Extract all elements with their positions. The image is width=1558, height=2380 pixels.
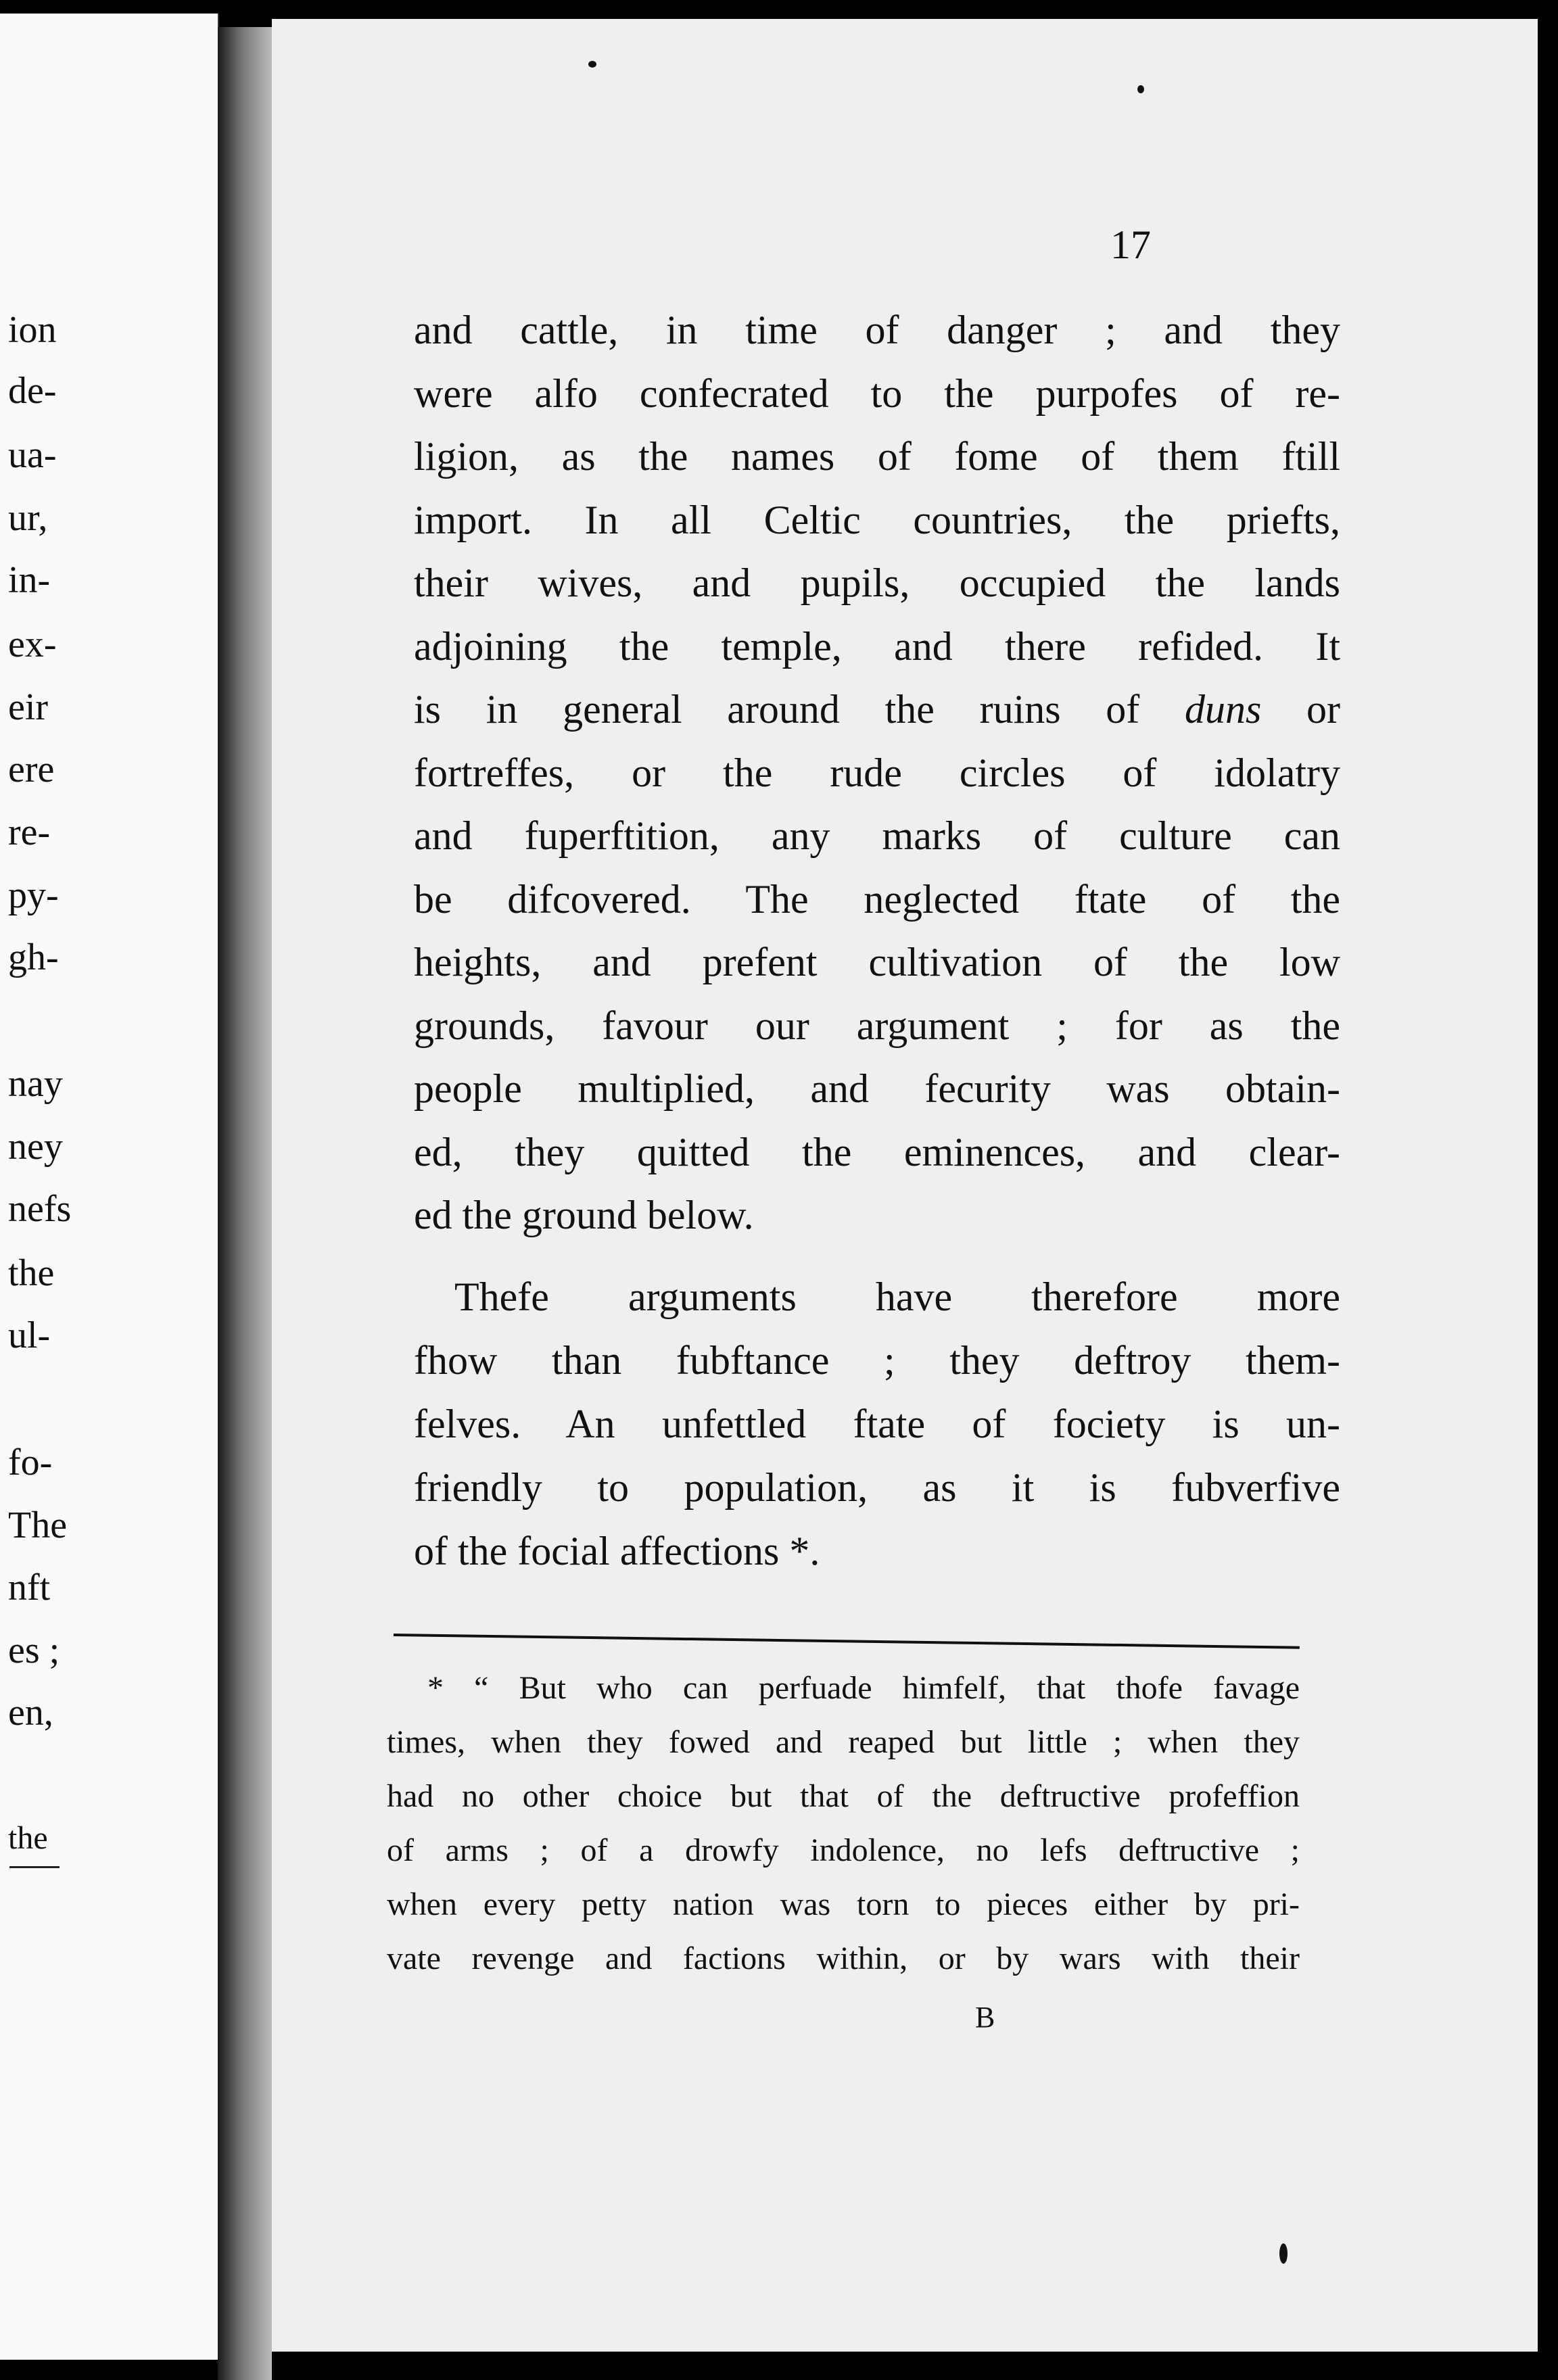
body-line: people multiplied, and fecurity was obtain- <box>414 1066 1340 1111</box>
body-line: adjoining the temple, and there refided. It <box>414 623 1340 669</box>
signature-mark: B <box>975 2001 995 2034</box>
footnote-line: times, when they fowed and reaped but little ; when they <box>387 1724 1300 1760</box>
body-line: of the focial affections *. <box>414 1529 820 1573</box>
footnote-rule <box>394 1634 1300 1649</box>
footnote-line: had no other choice but that of the deftructive profeffion <box>387 1778 1300 1814</box>
left-page-rule <box>9 1866 60 1868</box>
left-page-word: nay <box>8 1063 63 1105</box>
left-page-word: the <box>8 1820 48 1856</box>
left-page-word: ere <box>8 748 55 790</box>
body-line: ed the ground below. <box>414 1193 754 1237</box>
left-page-word: ua- <box>8 434 57 476</box>
ink-speck <box>1279 2243 1288 2264</box>
left-page-word: ney <box>8 1126 63 1168</box>
footnote-line: vate revenge and factions within, or by wars with their <box>387 1941 1300 1976</box>
body-line: fhow than fubftance ; they deftroy them- <box>414 1338 1340 1383</box>
page-number: 17 <box>1110 222 1151 267</box>
body-line: and cattle, in time of danger ; and they <box>414 308 1340 352</box>
left-page-word: de- <box>8 370 57 412</box>
body-line: friendly to population, as it is fubverfive <box>414 1465 1340 1510</box>
left-page-word: gh- <box>8 936 59 978</box>
left-page-word: py- <box>8 874 59 916</box>
body-line: Thefe arguments have therefore more <box>454 1275 1340 1319</box>
left-page-word: en, <box>8 1692 53 1734</box>
left-page-word: ex- <box>8 623 57 665</box>
body-line: felves. An unfettled ftate of fociety is un- <box>414 1402 1340 1446</box>
book-gutter-shadow <box>218 27 272 2380</box>
left-page-word: ur, <box>8 497 48 539</box>
right-page <box>272 19 1538 2352</box>
body-line: were alfo confecrated to the purpofes of re- <box>414 371 1340 416</box>
body-line: and fuperftition, any marks of culture can <box>414 813 1340 858</box>
left-page-word: the <box>8 1252 55 1294</box>
left-page-word: re- <box>8 811 51 853</box>
left-page-word: The <box>8 1504 68 1546</box>
footnote-line: of arms ; of a drowfy indolence, no lefs deftructive ; <box>387 1832 1300 1868</box>
left-page-word: fo- <box>8 1442 53 1483</box>
ink-speck <box>588 61 596 68</box>
left-page-fragment <box>0 14 219 2360</box>
body-line: ed, they quitted the eminences, and clear- <box>414 1129 1340 1174</box>
body-line: ligion, as the names of fome of them ftill <box>414 434 1340 479</box>
body-line: is in general around the ruins of duns or <box>414 687 1340 732</box>
body-line: grounds, favour our argument ; for as the <box>414 1003 1340 1048</box>
left-page-word: es ; <box>8 1629 60 1671</box>
footnote-line: * “ But who can perfuade himfelf, that thofe favage <box>427 1670 1300 1706</box>
body-line: fortreffes, or the rude circles of idolatry <box>414 750 1340 795</box>
left-page-word: eir <box>8 686 49 728</box>
left-page-word: ion <box>8 309 57 351</box>
body-line: be difcovered. The neglected ftate of the <box>414 876 1340 922</box>
body-line: import. In all Celtic countries, the priefts, <box>414 497 1340 542</box>
left-page-word: ul- <box>8 1314 51 1356</box>
left-page-word: nft <box>8 1567 51 1609</box>
body-line: their wives, and pupils, occupied the lands <box>414 561 1340 605</box>
left-page-word: in- <box>8 559 51 601</box>
ink-speck <box>1137 85 1144 93</box>
left-page-word: nefs <box>8 1188 72 1230</box>
body-line: heights, and prefent cultivation of the low <box>414 940 1340 984</box>
footnote-line: when every petty nation was torn to pieces either by pri- <box>387 1886 1300 1922</box>
